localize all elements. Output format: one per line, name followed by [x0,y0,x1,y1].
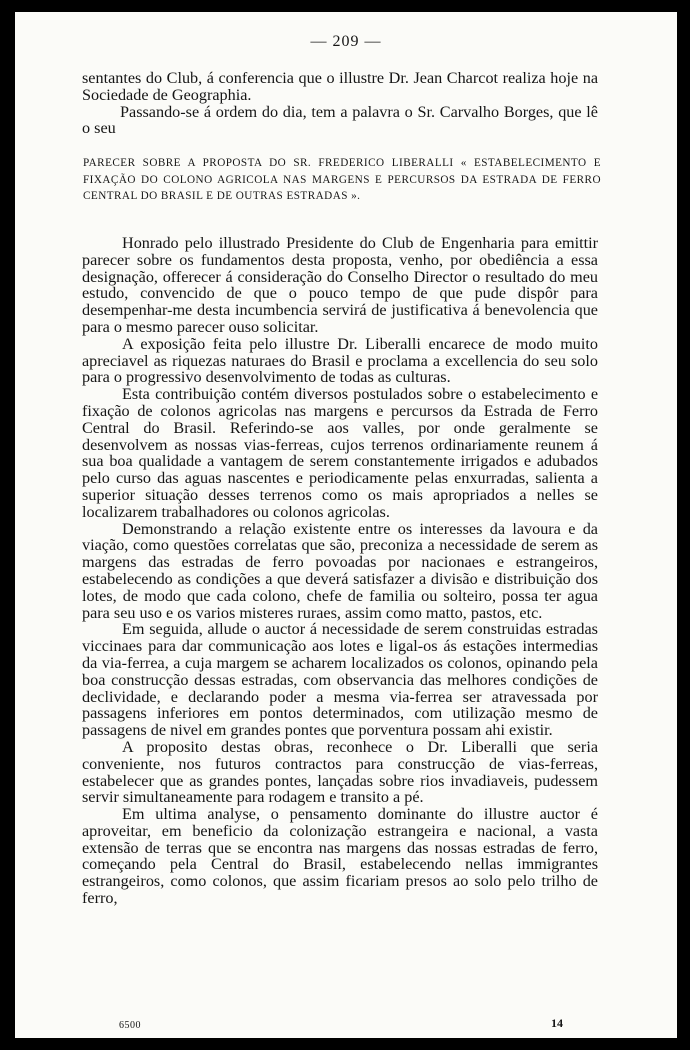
paragraph: Em ultima analyse, o pensamento dominante do illustre auctor é aproveitar, em beneficio da colonização estrangeira e nacional, a vasta extensão de terras que se encontra nas margens das nossas estradas de ferro, começando pela Central do Brasil, estabelecendo nellas immigrantes estrangeiros, como colonos, que assim ficariam presos ao solo pelo trilho de ferro, [82,805,598,908]
intro-paragraph-continuation: sentantes do Club, á conferencia que o illustre Dr. Jean Charcot realiza hoje na Sociedade de Geographia. [82,69,598,104]
footer-print-code: 6500 [119,1020,141,1031]
paragraph: A exposição feita pelo illustre Dr. Liberalli encarece de modo muito apreciavel as riquezas naturaes do Brasil e proclama a excellencia do seu solo para o progressivo desenvolvimento de todas as culturas. [82,334,598,387]
paragraph: A proposito destas obras, reconhece o Dr. Liberalli que seria conveniente, nos futuros contractos para construcção de vias-ferreas, estabelecer que as grandes pontes, lançadas sobre rios invadiaveis, pudessem servir simultaneamente para rodagem e transito a pé. [82,737,598,807]
intro-paragraph: Passando-se á ordem do dia, tem a palavra o Sr. Carvalho Borges, que lê o seu [82,102,598,138]
paragraph: Honrado pelo illustrado Presidente do Club de Engenharia para emittir parecer sobre os fundamentos desta proposta, venho, por obediência a essa designação, offerecer á consideração do Conselho Director o resultado do meu estudo, convencido de que o pouco tempo de que pude dispôr para desempenhar-me desta incumbencia servirá de justificativa á benevolencia que para o mesmo parecer ouso solicitar. [82,234,598,336]
main-text [82,235,598,907]
page-number-header: — 209 — [310,33,382,50]
document-page [15,12,677,1038]
section-heading: PARECER SOBRE A PROPOSTA DO SR. FREDERICO LIBERALLI « ESTABELECIMENTO E FIXAÇÃO DO COLONO AGRICOLA NAS MARGENS E PERCURSOS DA ESTRADA DE FERRO CENTRAL DO BRASIL E DE OUTRAS ESTRADAS ». [83,157,601,202]
paragraph: Em seguida, allude o auctor á necessidade de serem construidas estradas viccinaes para dar communicação aos lotes e ligal-os ás estações intermedias da via-ferrea, a cuja margem se acharem localizados os colonos, opinando pela boa construcção dessas estradas, com observancia das melhores condições de declividade, e declarando poder a mesma via-ferrea ser atravessada por passagens inferiores em pontos determinados, com utilização mesmo de passagens de nivel em grandes pontes que porventura possam ahi existir. [82,620,598,740]
intro-text [82,70,598,137]
footer-signature-number: 14 [551,1016,563,1030]
paragraph: Esta contribuição contém diversos postulados sobre o estabelecimento e fixação de colonos agricolas nas margens e percursos da Estrada de Ferro Central do Brasil. Referindo-se aos valles, por onde geralmente se desenvolvem as nossas vias-ferreas, cujos terrenos ordinariamente reunem á sua boa qualidade a vantagem de serem constantemente irrigados e adubados pelo curso das aguas nascentes e periodicamente pelas enxurradas, salienta a superior situação desses terrenos como os mais apropriados a nelles se localizarem trabalhadores ou colonos agricolas. [82,385,598,521]
paragraph: Demonstrando a relação existente entre os interesses da lavoura e da viação, como questões correlatas que são, preconiza a necessidade de serem as margens das estradas de ferro povoadas por nacionaes e estrangeiros, estabelecendo as condições a que deverá satisfazer a divisão e distribuição dos lotes, de modo que cada colono, chefe de familia ou solteiro, possa ter agua para seu uso e os varios misteres ruraes, assim como matto, pastos, etc. [82,519,598,622]
